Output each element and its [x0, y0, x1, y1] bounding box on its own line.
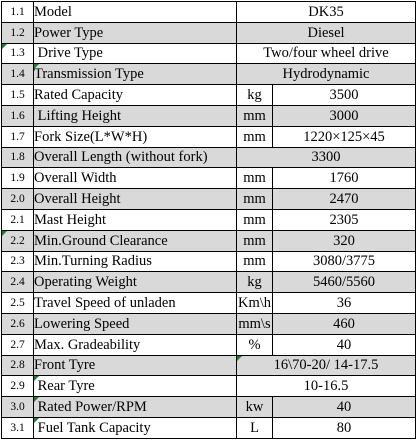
table-row	[2, 230, 416, 251]
row-index-cell: 2.5	[2, 293, 34, 314]
table-row	[2, 2, 416, 23]
row-index-cell: 2.6	[2, 313, 34, 334]
unit-cell: kw	[237, 397, 273, 418]
table-row	[2, 189, 416, 210]
row-index-cell: 1.9	[2, 168, 34, 189]
parameter-name-cell: Overall Height	[34, 189, 237, 210]
table-row	[2, 85, 416, 106]
spec-table	[1, 1, 416, 439]
spec-table-body	[2, 2, 416, 439]
table-row	[2, 293, 416, 314]
parameter-name-cell: Overall Length (without fork)	[34, 147, 237, 168]
value-cell: 2305	[273, 209, 416, 230]
unit-cell: mm\s	[237, 313, 273, 334]
parameter-name-cell: Travel Speed of unladen	[34, 293, 237, 314]
value-cell: 16\70-20/ 14-17.5	[237, 355, 416, 376]
value-cell: 5460/5560	[273, 272, 416, 293]
row-index-cell: 1.5	[2, 85, 34, 106]
unit-cell: mm	[237, 209, 273, 230]
row-index-cell: 3.0	[2, 397, 34, 418]
row-index-cell: 2.4	[2, 272, 34, 293]
table-row	[2, 168, 416, 189]
parameter-name-cell: Min.Turning Radius	[34, 251, 237, 272]
parameter-name-cell: Min.Ground Clearance	[34, 230, 237, 251]
row-index-cell: 2.3	[2, 251, 34, 272]
value-cell: 3500	[273, 85, 416, 106]
unit-cell: %	[237, 334, 273, 355]
row-index-cell: 3.1	[2, 417, 34, 438]
table-row	[2, 126, 416, 147]
row-index-cell: 2.1	[2, 209, 34, 230]
value-cell: Hydrodynamic	[237, 64, 416, 85]
row-index-cell: 1.1	[2, 2, 34, 23]
parameter-name-cell: Rated Capacity	[34, 85, 237, 106]
value-cell: 40	[273, 397, 416, 418]
row-index-cell: 1.4	[2, 64, 34, 85]
row-index-cell: 2.2	[2, 230, 34, 251]
value-cell: 36	[273, 293, 416, 314]
unit-cell: mm	[237, 168, 273, 189]
table-row	[2, 22, 416, 43]
value-cell: 1760	[273, 168, 416, 189]
row-index-cell: 1.8	[2, 147, 34, 168]
value-cell: 80	[273, 417, 416, 438]
parameter-name-cell: Rear Tyre	[34, 376, 237, 397]
parameter-name-cell: Drive Type	[34, 43, 237, 64]
parameter-name-cell: Rated Power/RPM	[34, 397, 237, 418]
table-row	[2, 376, 416, 397]
parameter-name-cell: Fuel Tank Capacity	[34, 417, 237, 438]
table-row	[2, 272, 416, 293]
row-index-cell: 1.7	[2, 126, 34, 147]
parameter-name-cell: Max. Gradeability	[34, 334, 237, 355]
value-cell: 320	[273, 230, 416, 251]
unit-cell: kg	[237, 85, 273, 106]
table-row	[2, 209, 416, 230]
value-cell: Diesel	[237, 22, 416, 43]
unit-cell: Km\h	[237, 293, 273, 314]
parameter-name-cell: Power Type	[34, 22, 237, 43]
table-row	[2, 313, 416, 334]
parameter-name-cell: Mast Height	[34, 209, 237, 230]
table-row	[2, 397, 416, 418]
unit-cell: mm	[237, 251, 273, 272]
table-row	[2, 43, 416, 64]
table-row	[2, 251, 416, 272]
unit-cell: mm	[237, 189, 273, 210]
row-index-cell: 1.2	[2, 22, 34, 43]
row-index-cell: 2.9	[2, 376, 34, 397]
value-cell: 1220×125×45	[273, 126, 416, 147]
unit-cell: mm	[237, 105, 273, 126]
parameter-name-cell: Fork Size(L*W*H)	[34, 126, 237, 147]
parameter-name-cell: Overall Width	[34, 168, 237, 189]
parameter-name-cell: Model	[34, 2, 237, 23]
unit-cell: kg	[237, 272, 273, 293]
parameter-name-cell: Lowering Speed	[34, 313, 237, 334]
unit-cell: mm	[237, 126, 273, 147]
value-cell: 3080/3775	[273, 251, 416, 272]
row-index-cell: 1.6	[2, 105, 34, 126]
parameter-name-cell: Transmission Type	[34, 64, 237, 85]
table-row	[2, 105, 416, 126]
table-row	[2, 64, 416, 85]
value-cell: 40	[273, 334, 416, 355]
row-index-cell: 2.0	[2, 189, 34, 210]
parameter-name-cell: Operating Weight	[34, 272, 237, 293]
value-cell: DK35	[237, 2, 416, 23]
row-index-cell: 2.8	[2, 355, 34, 376]
table-row	[2, 334, 416, 355]
parameter-name-cell: Front Tyre	[34, 355, 237, 376]
value-cell: 10-16.5	[237, 376, 416, 397]
table-row	[2, 417, 416, 438]
unit-cell: L	[237, 417, 273, 438]
table-row	[2, 147, 416, 168]
value-cell: 2470	[273, 189, 416, 210]
value-cell: 3300	[237, 147, 416, 168]
table-row	[2, 355, 416, 376]
row-index-cell: 1.3	[2, 43, 34, 64]
value-cell: Two/four wheel drive	[237, 43, 416, 64]
row-index-cell: 2.7	[2, 334, 34, 355]
value-cell: 3000	[273, 105, 416, 126]
value-cell: 460	[273, 313, 416, 334]
parameter-name-cell: Lifting Height	[34, 105, 237, 126]
unit-cell: mm	[237, 230, 273, 251]
